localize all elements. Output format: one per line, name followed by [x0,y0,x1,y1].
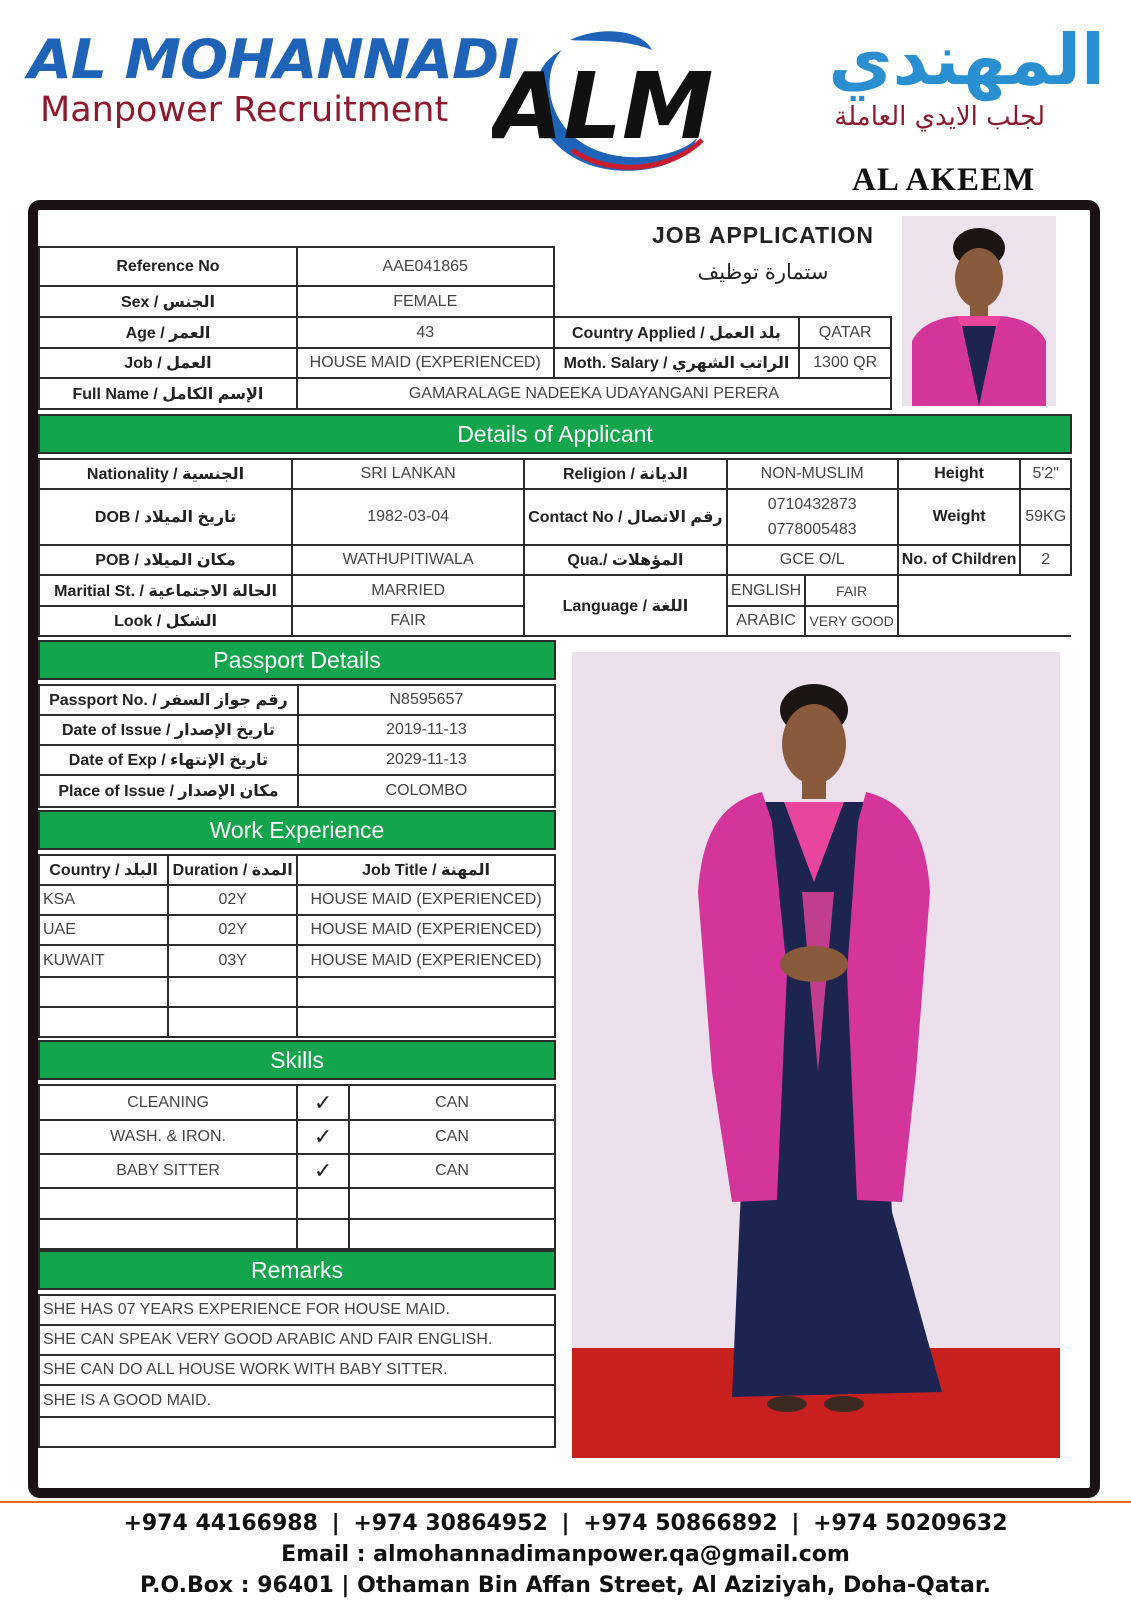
reference-label: Reference No [39,247,297,286]
age-value: 43 [297,317,554,348]
contact-number-1: 0710432873 [767,496,857,513]
passport-issue-label: Date of Issue / تاريخ الإصدار [39,715,298,745]
logo-text: ALM [492,53,714,160]
work-duration: 03Y [168,945,297,977]
passport-number-value: N8595657 [298,685,555,715]
contact-label: Contact No / رقم الاتصال [524,489,726,545]
nationality-value: SRI LANKAN [292,459,524,489]
work-header-country: Country / البلد [39,855,168,885]
phone-number: +974 50209632 [813,1511,1008,1536]
work-job: HOUSE MAID (EXPERIENCED) [297,915,555,945]
table-row-empty [39,1007,555,1037]
height-value: 5'2" [1020,459,1071,489]
salary-label: Moth. Salary / الراتب الشهري [554,348,800,378]
branch-name: AL AKEEM [852,162,1036,198]
look-label: Look / الشكل [39,606,292,636]
letterhead [0,0,1131,200]
brand-english [28,28,519,130]
table-row [39,885,555,915]
table-row [39,915,555,945]
skill-level: CAN [349,1120,555,1154]
pob-label: POB / مكان الميلاد [39,545,292,575]
skill-name: BABY SITTER [39,1154,297,1188]
work-job: HOUSE MAID (EXPERIENCED) [297,885,555,915]
work-duration: 02Y [168,885,297,915]
applicant-photo-portrait [902,216,1056,406]
work-job: HOUSE MAID (EXPERIENCED) [297,945,555,977]
skills-section-header: Skills [38,1040,556,1080]
passport-place-label: Place of Issue / مكان الإصدار [39,775,298,807]
work-country: KSA [39,885,168,915]
work-country: KUWAIT [39,945,168,977]
skills-table [38,1084,556,1250]
religion-value: NON-MUSLIM [727,459,898,489]
sex-value: FEMALE [297,286,554,317]
form-title-arabic: ستمارة توظيف [697,261,829,284]
salary-value: 1300 QR [799,348,891,378]
fullname-label: Full Name / الإسم الكامل [39,378,297,409]
dob-label: DOB / تاريخ الميلاد [39,489,292,545]
passport-number-label: Passport No. / رقم جواز السفر [39,685,298,715]
look-value: FAIR [292,606,524,636]
footer-contact [0,1508,1131,1600]
table-row-empty [39,1219,555,1249]
age-label: Age / العمر [39,317,297,348]
summary-table [38,246,892,410]
work-header-duration: Duration / المدة [168,855,297,885]
sex-label: Sex / الجنس [39,286,297,317]
language-2-level: VERY GOOD [805,606,897,636]
table-row [39,1120,555,1154]
religion-label: Religion / الديانة [524,459,726,489]
qualification-value: GCE O/L [727,545,898,575]
children-value: 2 [1020,545,1071,575]
passport-place-value: COLOMBO [298,775,555,807]
passport-table [38,684,556,808]
weight-value: 59KG [1020,489,1071,545]
separator: | [791,1511,800,1536]
nationality-label: Nationality / الجنسية [39,459,292,489]
table-row [39,1154,555,1188]
remark-line: SHE CAN DO ALL HOUSE WORK WITH BABY SITTER. [39,1355,555,1385]
remark-line: SHE CAN SPEAK VERY GOOD ARABIC AND FAIR ENGLISH. [39,1325,555,1355]
language-1-name: ENGLISH [727,575,806,606]
language-1-level: FAIR [805,575,897,606]
footer-address: P.O.Box : 96401 | Othaman Bin Affan Street, Al Aziziyah, Doha-Qatar. [140,1573,991,1598]
passport-section-header: Passport Details [38,640,556,680]
skill-level: CAN [349,1154,555,1188]
skill-name: CLEANING [39,1085,297,1120]
brand-arabic-name: المهندي [828,19,1105,101]
brand-arabic [735,20,1105,134]
remarks-section-header: Remarks [38,1250,556,1290]
brand-name: AL MOHANNADI [28,28,519,91]
contact-number-2: 0778005483 [767,521,857,538]
skill-level: CAN [349,1085,555,1120]
footer-phones [0,1508,1131,1539]
check-icon: ✓ [297,1120,349,1154]
passport-expiry-label: Date of Exp / تاريخ الإنتهاء [39,745,298,775]
job-label: Job / العمل [39,348,297,378]
form-title: JOB APPLICATION [651,222,874,248]
pob-value: WATHUPITIWALA [292,545,524,575]
fullname-value: GAMARALAGE NADEEKA UDAYANGANI PERERA [297,378,891,409]
qualification-label: Qua./ المؤهلات [524,545,726,575]
passport-issue-value: 2019-11-13 [298,715,555,745]
brand-subtitle: Manpower Recruitment [40,90,449,130]
country-applied-value: QATAR [799,317,891,348]
separator: | [331,1511,340,1536]
dob-value: 1982-03-04 [292,489,524,545]
separator: | [561,1511,570,1536]
work-table [38,854,556,1038]
marital-label: Maritial St. / الحالة الاجتماعية [39,575,292,606]
remark-line: SHE HAS 07 YEARS EXPERIENCE FOR HOUSE MAID. [39,1295,555,1325]
footer-email: Email : almohannadimanpower.qa@gmail.com [281,1542,850,1567]
work-header-job: Job Title / المهنة [297,855,555,885]
details-section-header: Details of Applicant [38,414,1072,454]
brand-arabic-subtitle: لجلب الايدي العاملة [834,102,1045,132]
reference-value: AAE041865 [297,247,554,286]
weight-label: Weight [898,489,1021,545]
remarks-table [38,1294,556,1448]
phone-number: +974 50866892 [583,1511,778,1536]
table-row [39,1085,555,1120]
check-icon: ✓ [297,1085,349,1120]
passport-expiry-value: 2029-11-13 [298,745,555,775]
language-2-name: ARABIC [727,606,806,636]
details-table [38,458,1072,637]
table-row-empty [39,1188,555,1219]
job-value: HOUSE MAID (EXPERIENCED) [297,348,554,378]
children-label: No. of Children [898,545,1021,575]
work-section-header: Work Experience [38,810,556,850]
marital-value: MARRIED [292,575,524,606]
contact-value [727,489,898,545]
footer-divider [0,1501,1131,1503]
work-country: UAE [39,915,168,945]
phone-number: +974 30864952 [353,1511,548,1536]
remark-line: SHE IS A GOOD MAID. [39,1385,555,1417]
check-icon: ✓ [297,1154,349,1188]
country-applied-label: Country Applied / بلد العمل [554,317,800,348]
skill-name: WASH. & IRON. [39,1120,297,1154]
alm-logo [492,20,722,180]
table-row-empty [39,1417,555,1447]
height-label: Height [898,459,1021,489]
work-duration: 02Y [168,915,297,945]
table-row-empty [39,977,555,1007]
phone-number: +974 44166988 [123,1511,318,1536]
applicant-photo-full [572,652,1060,1458]
table-row [39,945,555,977]
language-label: Language / اللغة [524,575,726,636]
application-form [28,200,1100,1498]
